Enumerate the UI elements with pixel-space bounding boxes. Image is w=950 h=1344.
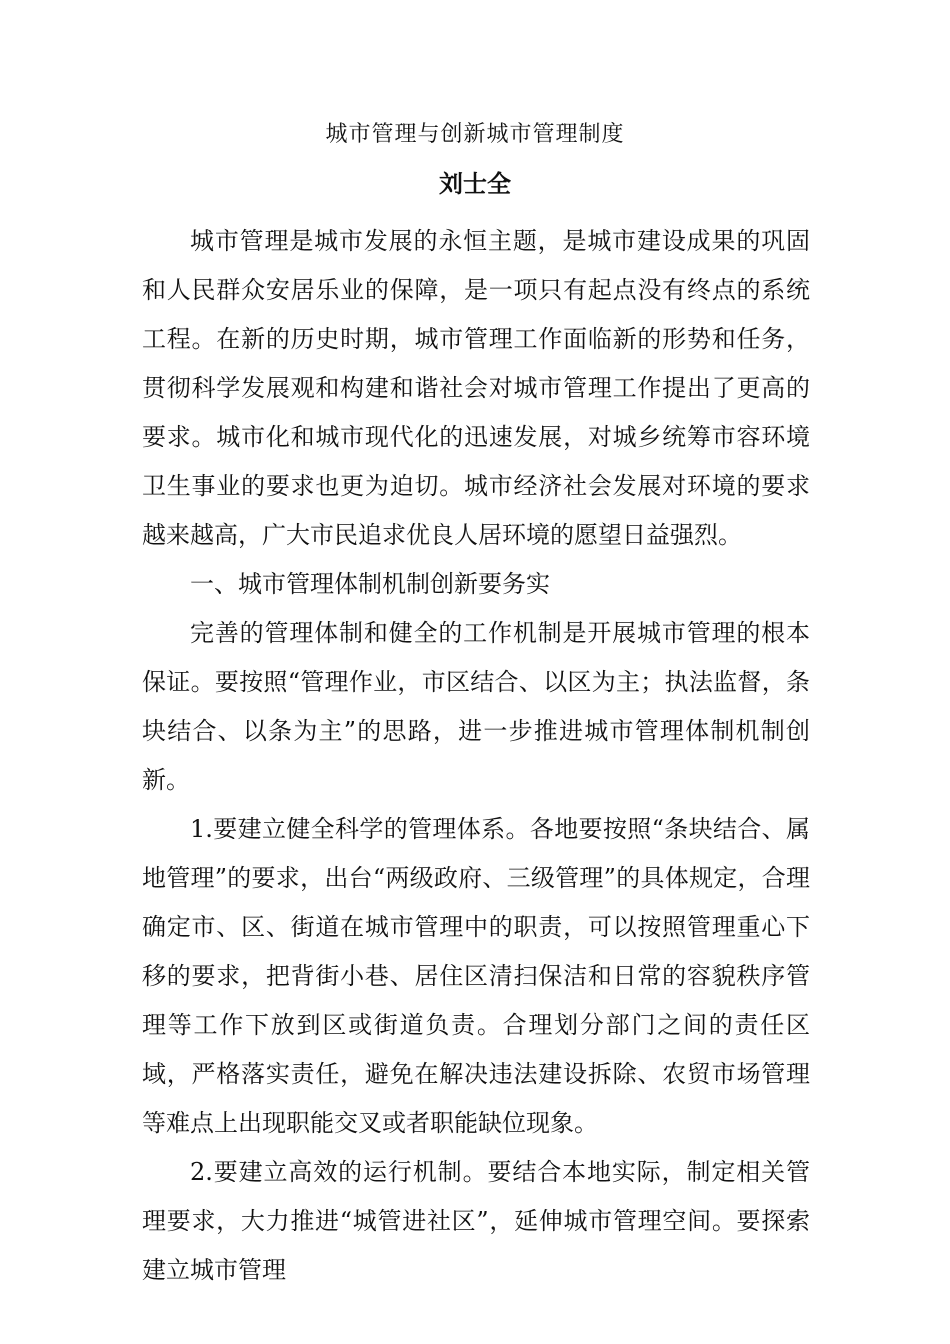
paragraph-intro: 城市管理是城市发展的永恒主题，是城市建设成果的巩固和人民群众安居乐业的保障，是一项只有起点没有终点的系统工程。在新的历史时期，城市管理工作面临新的形势和任务，贯彻科学发展观和构建和谐社会对城市管理工作提出了更高的要求。城市化和城市现代化的迅速发展，对城乡统筹市容环境卫生事业的要求也更为迫切。城市经济社会发展对环境的要求越来越高，广大市民追求优良人居环境的愿望日益强烈。 [142, 227, 810, 549]
document-body [142, 217, 810, 1295]
paragraph-section-1: 完善的管理体制和健全的工作机制是开展城市管理的根本保证。要按照“管理作业，市区结合、以区为主；执法监督，条块结合、以条为主”的思路，进一步推进城市管理体制机制创新。 [142, 619, 810, 794]
document-title: 城市管理与创新城市管理制度 [325, 122, 625, 147]
section-heading-1: 一、城市管理体制机制创新要务实 [190, 570, 550, 598]
document-author: 刘士全 [439, 170, 511, 198]
paragraph-item-1: 1.要建立健全科学的管理体系。各地要按照“条块结合、属地管理”的要求，出台“两级政府、三级管理”的具体规定，合理确定市、区、街道在城市管理中的职责，可以按照管理重心下移的要求，把背街小巷、居住区清扫保洁和日常的容貌秩序管理等工作下放到区或街道负责。合理划分部门之间的责任区域，严格落实责任，避免在解决违法建设拆除、农贸市场管理等难点上出现职能交叉或者职能缺位现象。 [142, 815, 810, 1137]
paragraph-item-2: 2.要建立高效的运行机制。要结合本地实际，制定相关管理要求，大力推进“城管进社区”，延伸城市管理空间。要探索建立城市管理 [142, 1158, 810, 1284]
